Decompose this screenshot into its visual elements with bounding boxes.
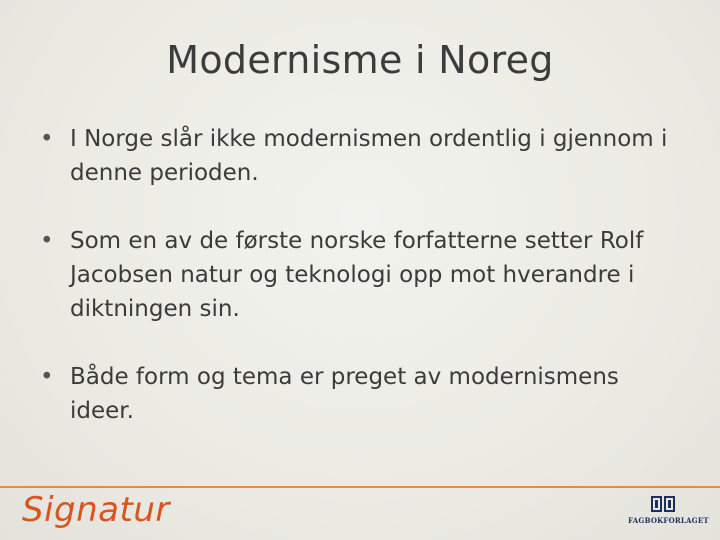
publisher-logo [628,494,709,525]
bullet-icon: • [40,126,54,152]
bullet-list [40,122,690,428]
bullet-text: Både form og tema er preget av modernismens ideer. [70,364,619,424]
brand-logo: Signatur [22,490,170,530]
bullet-icon: • [40,364,54,390]
bullet-item [40,360,690,428]
bullet-text: Som en av de første norske forfatterne setter Rolf Jacobsen natur og teknologi opp mot hverandre i diktningen sin. [70,228,644,322]
bullet-item [40,122,690,190]
footer-divider [0,486,720,488]
bullet-text: I Norge slår ikke modernismen ordentlig i gjennom i denne perioden. [70,126,668,186]
slide-title: Modernisme i Noreg [166,38,554,82]
book-logo-icon [650,494,676,514]
bullet-item [40,224,690,326]
publisher-name: FAGBOKFORLAGET [628,516,709,525]
bullet-icon: • [40,228,54,254]
